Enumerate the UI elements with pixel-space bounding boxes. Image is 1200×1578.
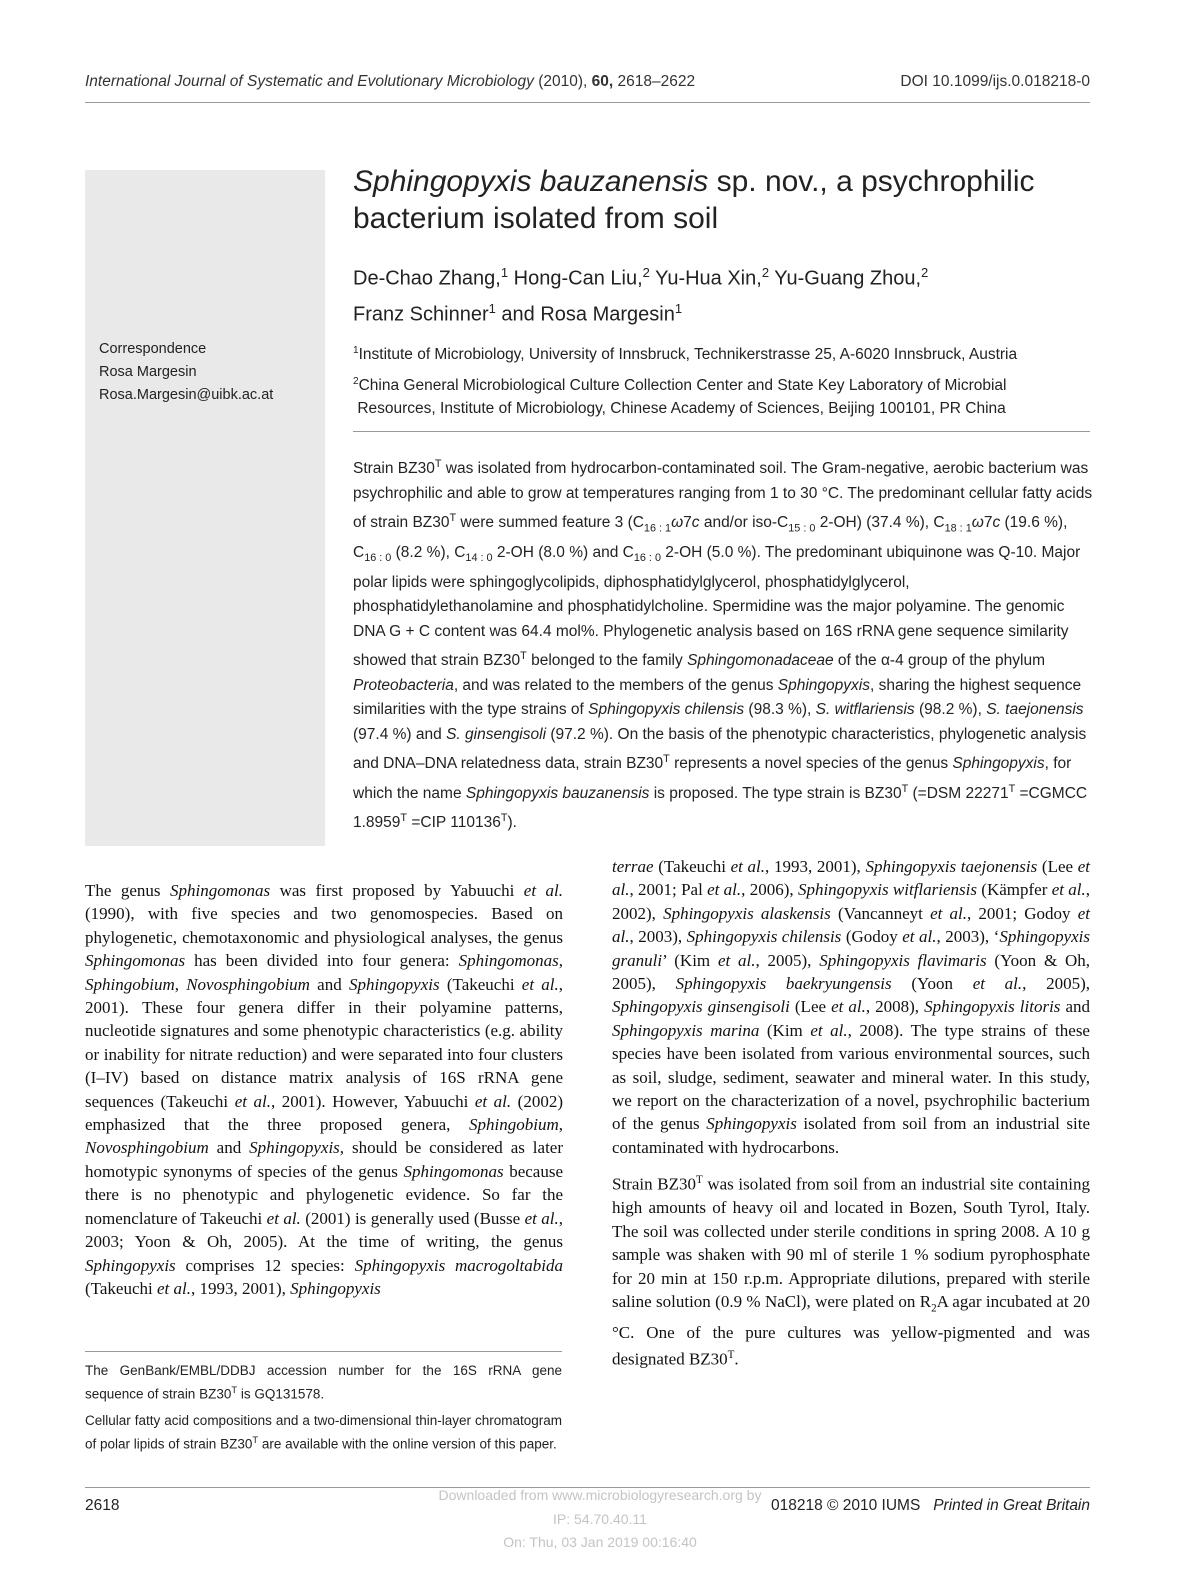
download-watermark-date: On: Thu, 03 Jan 2019 00:16:40 [503,1534,697,1550]
abstract: Strain $BZ30^T$ was isolated from hydrocarbon-contaminated soil. The Gram-negative, aerobic bacterium was psychrophilic and able to grow at temperatures ranging from 1 to 30 °C. The predominant cellular fatty acids of strain $BZ30^T$ were summed feature 3 ($C_{16 : 1}\omega 7c$ and/or iso-$C_{15 : 0}$ 2-OH) (37.4 %), $C_{18 : 1}\omega 7c$ (19.6 %), $C_{16 : 0}$ (8.2 %), $C_{14 : 0}$ 2-OH (8.0 %) and $C_{16 : 0}$ 2-OH (5.0 %). The predominant ubiquinone was Q-10. Major polar lipids were sphingoglycolipids, diphosphatidylglycerol, phosphatidylglycerol, phosphatidylethanolamine and phosphatidylcholine. Spermidine was the major polyamine. The genomic DNA G + C content was 64.4 mol%. Phylogenetic analysis based on 16S rRNA gene sequence similarity showed that strain $BZ30^T$ belonged to the family Sphingomonadaceae of the α-4 group of the phylum Proteobacteria, and was related to the members of the genus Sphingopyxis, sharing the highest sequence similarities with the type strains of Sphingopyxis chilensis (98.3 %), S. witflariensis (98.2 %), S. taejonensis (97.4 %) and S. ginsengisoli (97.2 %). On the basis of the phenotypic characteristics, phylogenetic analysis and DNA–DNA relatedness data, strain $BZ30^T$ represents a novel species of the genus Sphingopyxis, for which the name Sphingopyxis bauzanensis is proposed. The type strain is $BZ30^T$ (=DSM $22271^T$ =CGMCC $1.8959^T =CIP$ $110136^T$). [353,458,1093,832]
journal-name: International Journal of Systematic and Evolutionary Microbiology [85,73,534,90]
correspondence-heading: Correspondence [99,341,207,357]
affiliation-text: Institute of Microbiology, University of Innsbruck, Technikerstrasse 25, A-6020 Innsbruck, Austria [358,346,1018,364]
title-species: Sphingopyxis bauzanensis [353,165,709,198]
body-paragraph: The genus Sphingomonas was first proposed by Yabuuchi et al. (1990), with five species and two genomospecies. Based on phylogenetic, chemotaxonomic and physiological analyses, the genus Sphingomonas has been divided into four genera: Sphingomonas, Sphingobium, Novosphingobium and Sphingopyxis (Takeuchi et al., 2001). These four genera differ in their polyamine patterns, nucleotide signatures and some phenotypic characteristics (e.g. ability or inability for nitrate reduction) and were separated into four clusters (I–IV) based on distance matrix analysis of 16S rRNA gene sequences (Takeuchi et al., 2001). However, Yabuuchi et al. (2002) emphasized that the three proposed genera, Sphingobium, Novosphingobium and Sphingopyxis, should be considered as later homotypic synonyms of species of the genus Sphingomonas because there is no phenotypic and phylogenetic evidence. So far the nomenclature of Takeuchi et al. (2001) is generally used (Busse et al., 2003; Yoon & Oh, 2005). At the time of writing, the genus Sphingopyxis comprises 12 species: Sphingopyxis macrogoltabida (Takeuchi et al., 1993, 2001), Sphingopyxis [85,881,564,1298]
author: Yu-Hua Xin, [655,267,762,290]
author: and Rosa Margesin [501,303,675,326]
download-watermark: Downloaded from www.microbiologyresearch.org by [438,1487,762,1503]
body-column-right [612,855,1090,1381]
affiliation-divider [353,431,1090,432]
author: Hong-Can Liu, [513,267,643,290]
author-aff: 1 [674,300,683,316]
article-id: 018218 [770,1497,823,1514]
correspondence-name: Rosa Margesin [99,364,197,380]
affiliation-number: 2 [353,376,359,387]
author-aff: 2 [642,265,650,280]
journal-volume: 60, [591,73,614,90]
doi [900,73,1090,91]
footnote-text: are available with the online version of this paper. [258,1436,557,1451]
printed-in: Printed in Great Britain [933,1497,1090,1514]
title-line2: bacterium isolated from soil [353,202,719,235]
correspondence-email[interactable]: Rosa.Margesin@uibk.ac.at [99,387,274,403]
author-aff: 2 [921,265,929,280]
header-divider [85,102,1090,103]
footnote-supplementary: Cellular fatty acid compositions and a two-dimensional thin-layer chromatogram of polar lipids of strain $BZ30^T$ are available with the online version of this paper. [85,1413,562,1451]
author: De-Chao Zhang, [353,267,501,290]
affiliation-2 [353,370,1093,420]
author: Yu-Guang Zhou, [774,267,922,290]
affiliation-text: Resources, Institute of Microbiology, Chinese Academy of Sciences, Beijing 100101, PR China [357,400,1006,418]
affiliation-number: 1 [353,345,359,356]
title-rest: sp. nov., a psychrophilic [708,165,1035,198]
body-column-left [85,879,563,1310]
footnote-text: The GenBank/EMBL/DDBJ accession number for the 16S rRNA gene sequence of strain BZ30 [85,1363,562,1401]
side-panel [85,170,325,846]
footnote-text: Cellular fatty acid compositions and a two-dimensional thin-layer chromatogram of polar lipids of strain BZ30 [85,1413,562,1451]
copyright: © 2010 IUMS [827,1497,921,1514]
footnote-accession: The GenBank/EMBL/DDBJ accession number for the 16S rRNA gene sequence of strain $BZ30^T$ is GQ131578. [85,1363,562,1401]
author-aff: 1 [500,265,509,280]
body-paragraph: terrae (Takeuchi et al., 1993, 2001), Sphingopyxis taejonensis (Lee et al., 2001; Pal et al., 2006), Sphingopyxis witflariensis (Kämpfer et al., 2002), Sphingopyxis alaskensis (Vancanneyt et al., 2001; Godoy et al., 2003), Sphingopyxis chilensis (Godoy et al., 2003), ‘Sphingopyxis granuli’ (Kim et al., 2005), Sphingopyxis flavimaris (Yoon & Oh, 2005), Sphingopyxis baekryungensis (Yoon et al., 2005), Sphingopyxis ginsengisoli (Lee et al., 2008), Sphingopyxis litoris and Sphingopyxis marina (Kim et al., 2008). The type strains of these species have been isolated from various environmental sources, such as soil, sludge, sediment, seawater and mineral water. In this study, we report on the characterization of a novel, psychrophilic bacterium of the genus Sphingopyxis isolated from soil from an industrial site contaminated with hydrocarbons. [612,857,1090,1157]
affiliation-1 [353,339,1093,366]
journal-pages: 2618–2622 [617,73,696,90]
page-number: 2618 [85,1497,120,1514]
body-paragraph: Strain $BZ30^T$ was isolated from soil from an industrial site containing high amounts of heavy oil and located in Bozen, South Tyrol, Italy. The soil was collected under sterile conditions in spring 2008. A 10 g sample was shaken with 90 ml of sterile 1 % sodium pyrophosphate for 20 min at 150 r.p.m. Appropriate dilutions, prepared with sterile saline solution (0.9 % NaCl), were plated on $R_2A$ agar incubated at 20 °C. One of the pure cultures was yellow-pigmented and was designated $BZ30^T$. [612,1174,1090,1369]
article-title [353,163,1113,237]
author-aff: 1 [488,300,496,316]
footnote-divider [85,1351,562,1352]
author-aff: 2 [761,265,770,280]
affiliation-text: China General Microbiological Culture Collection Center and State Key Laboratory of Microbial [358,377,1007,395]
author: Franz Schinner [353,303,489,326]
doi-label: DOI [900,73,928,90]
footnote-text: is GQ131578. [237,1386,325,1401]
download-watermark-ip: IP: 54.70.40.11 [553,1511,647,1527]
author-list [353,258,1113,329]
journal-year: (2010), [538,73,588,90]
correspondence-block [99,338,273,407]
journal-citation [85,73,695,91]
doi-value: 10.1099/ijs.0.018218-0 [932,73,1090,90]
